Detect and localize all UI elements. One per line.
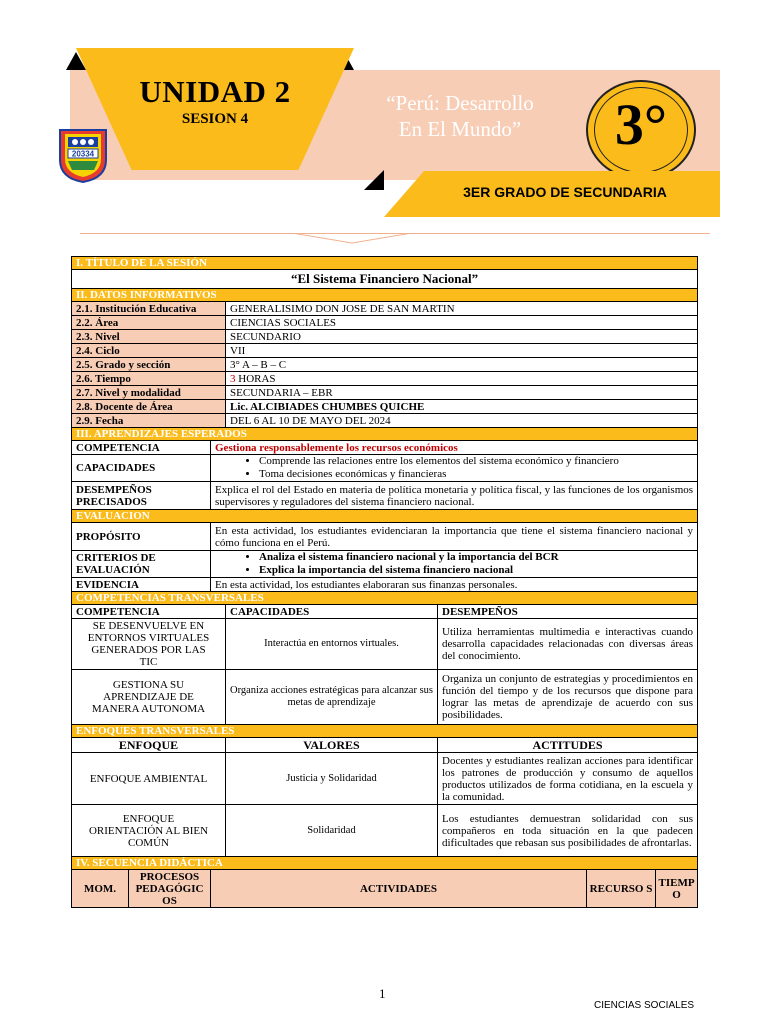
decor-ribbon-triangle <box>364 170 384 190</box>
comp-trans-desempeno: Organiza un conjunto de estrategias y procedimientos en función del tiempo y de los recursos que dispone para lograr las metas de aprendizaje de acuerdo con sus posibilidades. <box>438 670 698 725</box>
list-item: • Comprende las relaciones entre los elementos del sistema económico y financiero <box>259 455 693 468</box>
comp-trans-competencia: GESTIONA SU APRENDIZAJE DE MANERA AUTONOMA <box>72 670 226 725</box>
capacidades-row <box>72 455 698 482</box>
datos-label: 2.5. Grado y sección <box>72 358 226 372</box>
column-header: ACTIVIDADES <box>211 870 587 908</box>
proposito-label: PROPÓSITO <box>72 523 211 551</box>
datos-row <box>72 344 698 358</box>
datos-row <box>72 386 698 400</box>
capacidades-value <box>211 455 698 482</box>
criterios-label: CRITERIOS DE EVALUACIÓN <box>72 551 211 578</box>
proposito-row <box>72 523 698 551</box>
section-header: COMPETENCIAS TRANSVERSALES <box>72 592 698 605</box>
section-evaluacion <box>72 510 698 523</box>
page-number: 1 <box>379 986 386 1001</box>
desempenos-value: Explica el rol del Estado en materia de política monetaria y política fiscal, y las funciones de los organismos supervisores y reguladores del sistema financiero nacional. <box>211 482 698 510</box>
logo-number: 20334 <box>71 149 95 159</box>
session-label: SESION 4 <box>181 111 249 127</box>
enfoque-actitudes: Los estudiantes demuestran solidaridad con sus compañeros en toda situación en la que padecen dificultades que rebasan sus posibilidades de afrontarlas. <box>438 805 698 857</box>
datos-label: 2.2. Área <box>72 316 226 330</box>
column-header: CAPACIDADES <box>226 605 438 619</box>
evidencia-row <box>72 578 698 592</box>
evidencia-value: En esta actividad, los estudiantes elaboraran sus finanzas personales. <box>211 578 698 592</box>
footer-area: CIENCIAS SOCIALES <box>594 1000 695 1011</box>
section-header: III. APRENDIZAJES ESPERADOS <box>72 428 698 441</box>
section-secuencia <box>72 857 698 870</box>
comp-trans-capacidad: Organiza acciones estratégicas para alcanzar sus metas de aprendizaje <box>226 670 438 725</box>
list-item: • Toma decisiones económicas y financieras <box>259 468 693 481</box>
column-header: MOM. <box>72 870 129 908</box>
secuencia-header-row <box>72 870 698 908</box>
column-header: COMPETENCIA <box>72 605 226 619</box>
session-plan-table <box>71 256 698 908</box>
criterios-list <box>215 551 693 577</box>
section-header: IV. SECUENCIA DIDÁCTICA <box>72 857 698 870</box>
datos-label: 2.9. Fecha <box>72 414 226 428</box>
datos-value: Lic. ALCIBIADES CHUMBES QUICHE <box>226 400 698 414</box>
column-header: RECURSO S <box>587 870 656 908</box>
datos-row <box>72 316 698 330</box>
unit-quote <box>355 90 565 142</box>
section-competencias-transversales <box>72 592 698 605</box>
enfoque-valores: Solidaridad <box>226 805 438 857</box>
grade-number: 3° <box>614 92 668 157</box>
enfoque-valores: Justicia y Solidaridad <box>226 753 438 805</box>
enfoque-name: ENFOQUE ORIENTACIÓN AL BIEN COMÚN <box>72 805 226 857</box>
enfoque-actitudes: Docentes y estudiantes realizan acciones para identificar los patrones de producción y consumo de aquellos productos utilizados de forma cotidiana, en la escuela y la comunidad. <box>438 753 698 805</box>
section-header: I. TÍTULO DE LA SESIÓN <box>72 257 698 270</box>
column-header: PROCESOS PEDAGÓGIC OS <box>129 870 211 908</box>
column-header: VALORES <box>226 738 438 753</box>
table-row <box>72 753 698 805</box>
datos-row <box>72 302 698 316</box>
table-row <box>72 805 698 857</box>
section-enfoques <box>72 725 698 738</box>
column-header: ENFOQUE <box>72 738 226 753</box>
datos-value: SECUNDARIA – EBR <box>226 386 698 400</box>
datos-value <box>226 372 698 386</box>
datos-label: 2.8. Docente de Área <box>72 400 226 414</box>
school-logo-icon <box>54 126 112 184</box>
datos-label: 2.7. Nivel y modalidad <box>72 386 226 400</box>
list-item: • Explica la importancia del sistema financiero nacional <box>259 564 693 577</box>
competencia-value: Gestiona responsablemente los recursos económicos <box>211 441 698 455</box>
datos-value: VII <box>226 344 698 358</box>
list-item: • Analiza el sistema financiero nacional y la importancia del BCR <box>259 551 693 564</box>
table-row <box>72 619 698 670</box>
table-row <box>72 670 698 725</box>
comp-trans-competencia: SE DESENVUELVE EN ENTORNOS VIRTUALES GENERADOS POR LAS TIC <box>72 619 226 670</box>
grade-ribbon-label: 3ER GRADO DE SECUNDARIA <box>463 184 667 200</box>
desempenos-row <box>72 482 698 510</box>
capacidades-label: CAPACIDADES <box>72 455 211 482</box>
datos-value: 3° A – B – C <box>226 358 698 372</box>
datos-label: 2.4. Ciclo <box>72 344 226 358</box>
enfoque-name: ENFOQUE AMBIENTAL <box>72 753 226 805</box>
section-aprendizajes <box>72 428 698 441</box>
datos-value: GENERALISIMO DON JOSE DE SAN MARTIN <box>226 302 698 316</box>
competencia-row <box>72 441 698 455</box>
unit-title: UNIDAD 2 <box>139 74 291 109</box>
quote-line-1: “Perú: Desarrollo <box>386 91 534 115</box>
proposito-value: En esta actividad, los estudiantes evidenciaran la importancia que tiene el sistema financiero nacional y cómo funciona en el Perú. <box>211 523 698 551</box>
time-unit: HORAS <box>235 372 276 385</box>
datos-row <box>72 400 698 414</box>
section-header: II. DATOS INFORMATIVOS <box>72 289 698 302</box>
datos-value: DEL 6 AL 10 DE MAYO DEL 2024 <box>226 414 698 428</box>
datos-row <box>72 414 698 428</box>
competencia-label: COMPETENCIA <box>72 441 211 455</box>
datos-row <box>72 330 698 344</box>
session-title: “El Sistema Financiero Nacional” <box>72 270 698 289</box>
time-number: 3 <box>230 372 236 385</box>
datos-label: 2.6. Tiempo <box>72 372 226 386</box>
datos-row <box>72 358 698 372</box>
section-datos <box>72 289 698 302</box>
datos-value: CIENCIAS SOCIALES <box>226 316 698 330</box>
session-title-row <box>72 270 698 289</box>
column-header: ACTITUDES <box>438 738 698 753</box>
column-header: DESEMPEÑOS <box>438 605 698 619</box>
divider-notch <box>292 233 412 245</box>
section-titulo <box>72 257 698 270</box>
criterios-value <box>211 551 698 578</box>
comp-trans-header-row <box>72 605 698 619</box>
quote-line-2: En El Mundo” <box>398 117 522 141</box>
datos-label: 2.3. Nivel <box>72 330 226 344</box>
desempenos-label: DESEMPEÑOS PRECISADOS <box>72 482 211 510</box>
datos-label: 2.1. Institución Educativa <box>72 302 226 316</box>
section-header: EVALUACION <box>72 510 698 523</box>
evidencia-label: EVIDENCIA <box>72 578 211 592</box>
enfoques-header-row <box>72 738 698 753</box>
criterios-row <box>72 551 698 578</box>
capacidades-list <box>215 455 693 481</box>
column-header: TIEMP O <box>656 870 698 908</box>
comp-trans-desempeno: Utiliza herramientas multimedia e interactivas cuando desarrolla capacidades relacionadas con diversas áreas del conocimiento. <box>438 619 698 670</box>
section-header: ENFOQUES TRANSVERSALES <box>72 725 698 738</box>
datos-value: SECUNDARIO <box>226 330 698 344</box>
datos-row <box>72 372 698 386</box>
comp-trans-capacidad: Interactúa en entornos virtuales. <box>226 619 438 670</box>
